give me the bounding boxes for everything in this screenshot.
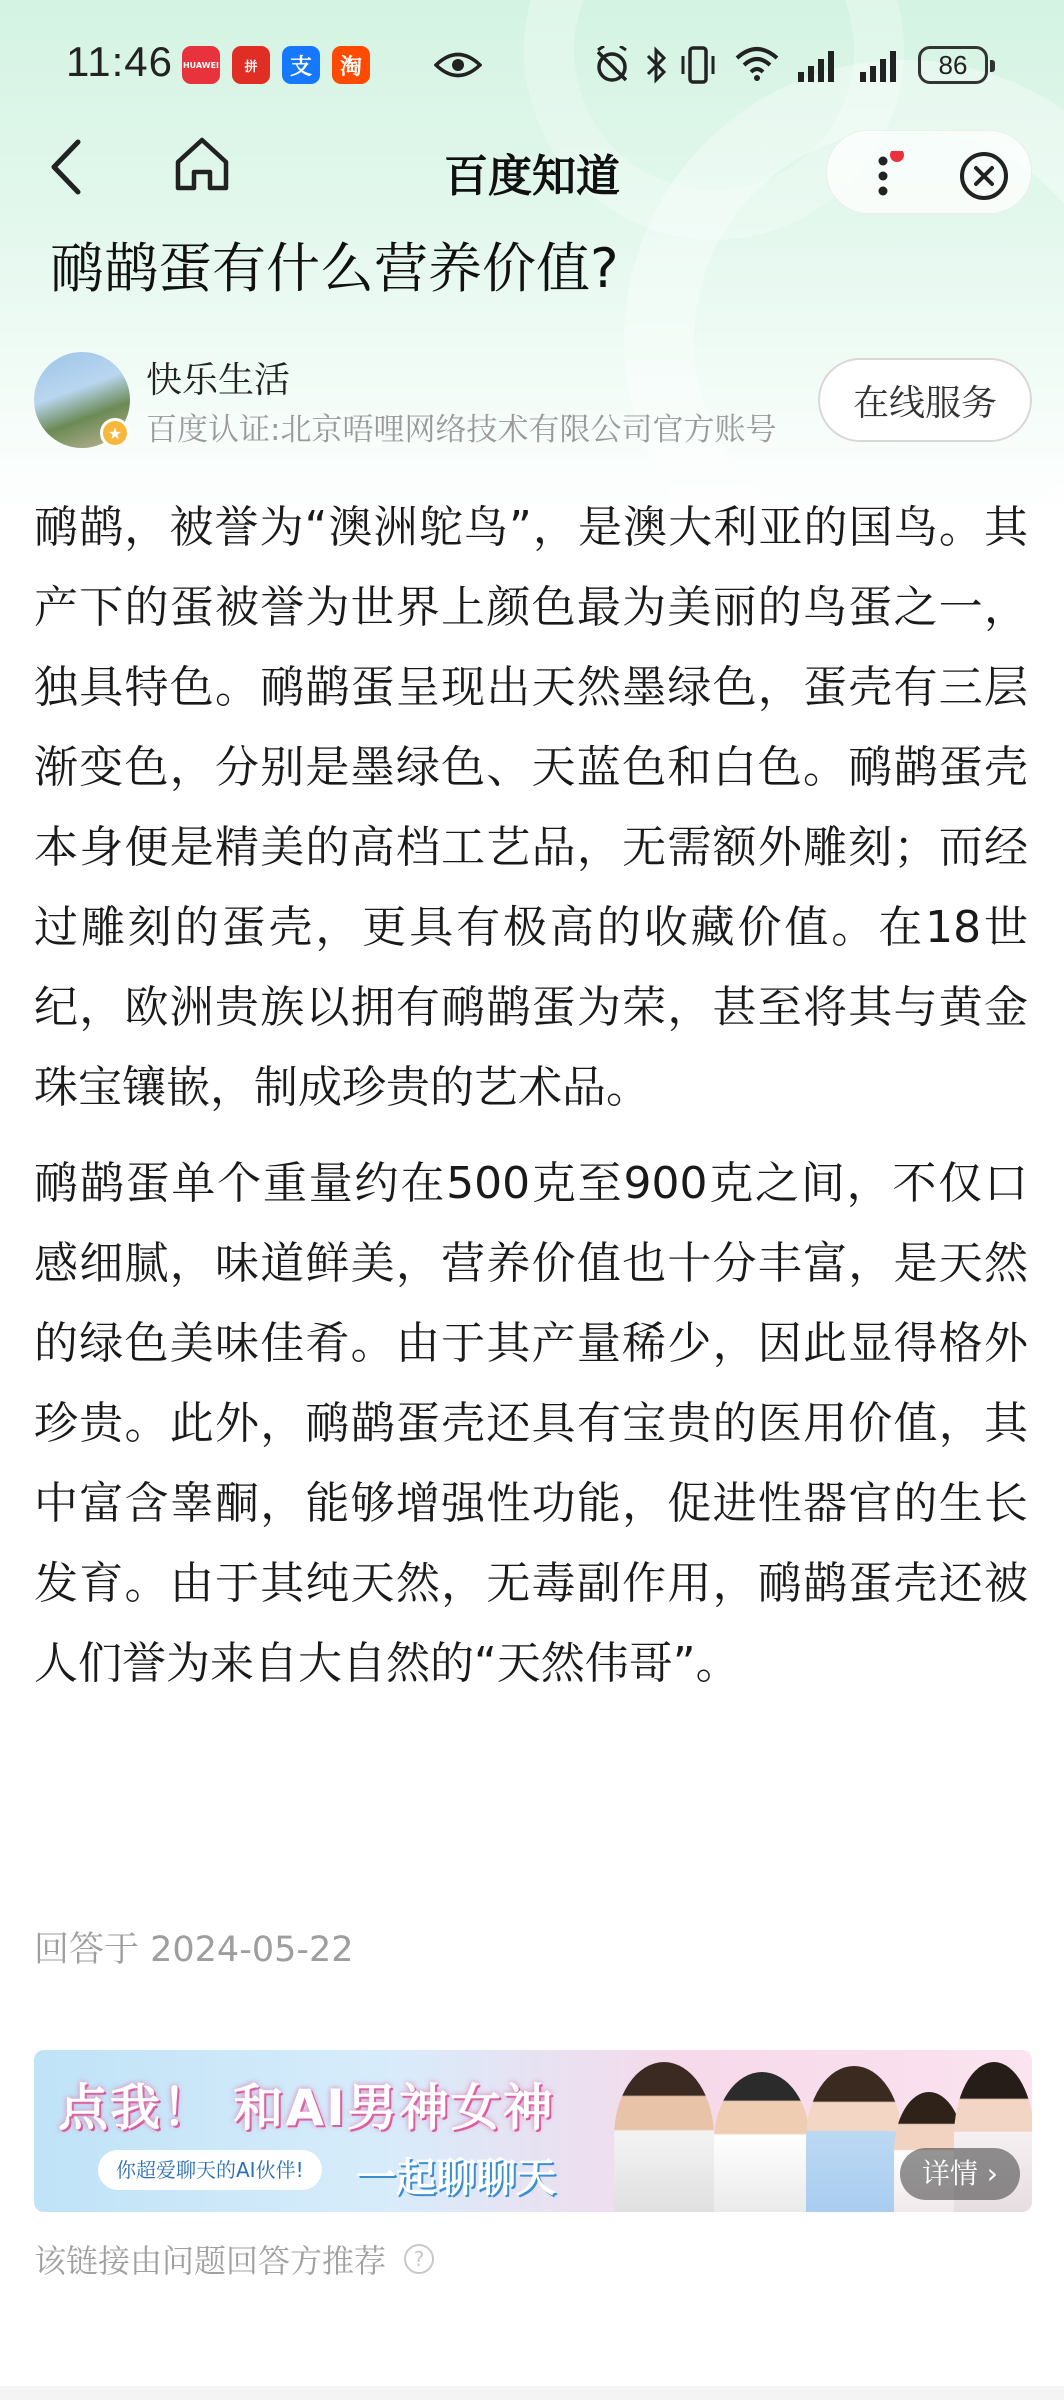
pinduoduo-app-icon: 拼 xyxy=(232,46,270,84)
chevron-right-icon: › xyxy=(986,2157,998,2190)
bluetooth-icon xyxy=(644,46,668,84)
alarm-off-icon xyxy=(594,46,630,84)
answer-paragraph: 鸸鹋，被誉为“澳洲鸵鸟”，是澳大利亚的国鸟。其产下的蛋被誉为世界上颜色最为美丽的鸟蛋之一，独具特色。鸸鹋蛋呈现出天然墨绿色，蛋壳有三层渐变色，分别是墨绿色、天蓝色和白色。鸸鹋蛋壳本身便是精美的高档工艺品，无需额外雕刻；而经过雕刻的蛋壳，更具有极高的收藏价值。在18世纪，欧洲贵族以拥有鸸鹋蛋为荣，甚至将其与黄金珠宝镶嵌，制成珍贵的艺术品。 xyxy=(34,502,1028,1113)
alipay-app-icon: 支 xyxy=(282,46,320,84)
vibrate-icon xyxy=(678,44,718,86)
ad-detail-button[interactable] xyxy=(900,2148,1020,2200)
ad-tagline: 你超爱聊天的AI伙伴! xyxy=(98,2150,322,2190)
question-title: 鸸鹋蛋有什么营养价值? xyxy=(50,237,619,300)
ad-person-image xyxy=(714,2072,810,2212)
close-circle-icon[interactable] xyxy=(957,149,1011,203)
author-name[interactable]: 快乐生活 xyxy=(146,360,291,401)
ad-recommendation-note xyxy=(34,2236,434,2282)
online-service-button[interactable]: 在线服务 xyxy=(818,358,1032,442)
author-avatar[interactable] xyxy=(34,352,130,448)
answer-content xyxy=(34,488,1028,1720)
nav-title: 百度知道 xyxy=(444,151,620,202)
more-options-icon[interactable] xyxy=(869,151,909,201)
navigation-bar xyxy=(0,118,1064,218)
wifi-icon xyxy=(734,46,780,82)
ad-headline: 点我！ 和AI男神女神 xyxy=(58,2079,555,2137)
author-certification: 百度认证:北京唔哩网络技术有限公司官方账号 xyxy=(146,412,777,448)
answer-paragraph: 鸸鹋蛋单个重量约在500克至900克之间，不仅口感细腻，味道鲜美，营养价值也十分丰富，是天然的绿色美味佳肴。由于其产量稀少，因此显得格外珍贵。此外，鸸鹋蛋壳还具有宝贵的医用价值，其中富含睾酮，能够增强性功能，促进性器官的生长发育。由于其纯天然，无毒副作用，鸸鹋蛋壳还被人们誉为来自大自然的“天然伟哥”。 xyxy=(34,1158,1028,1689)
taobao-app-icon: 淘 xyxy=(332,46,370,84)
help-icon[interactable]: ? xyxy=(404,2244,434,2274)
verified-star-icon: ★ xyxy=(100,418,130,448)
huawei-app-icon: HUAWEI xyxy=(182,46,220,84)
ad-note-text: 该链接由问题回答方推荐 xyxy=(34,2242,387,2280)
mini-program-capsule xyxy=(826,130,1032,214)
ad-detail-label: 详情 xyxy=(921,2157,978,2190)
battery-indicator: 86 xyxy=(918,46,988,84)
signal-strength-icon xyxy=(796,48,842,82)
bottom-divider xyxy=(0,2386,1064,2400)
status-bar xyxy=(0,0,1064,130)
ad-person-image xyxy=(806,2066,902,2212)
ad-person-image xyxy=(614,2062,714,2212)
eye-icon xyxy=(434,50,482,80)
answer-date: 回答于 2024-05-22 xyxy=(34,1930,354,1970)
signal-strength-icon xyxy=(858,48,904,82)
status-time: 11:46 xyxy=(66,38,173,85)
ad-banner[interactable] xyxy=(34,2050,1032,2212)
ad-subline: 一起聊聊天 xyxy=(356,2155,556,2201)
